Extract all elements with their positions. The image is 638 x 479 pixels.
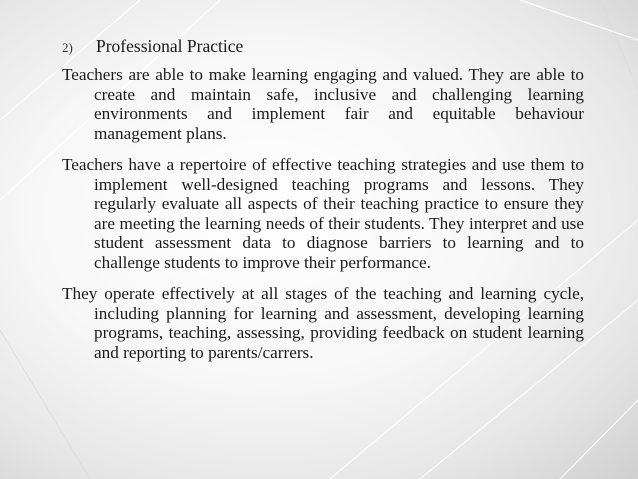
heading-title: Professional Practice — [96, 36, 244, 56]
paragraph-teaching-strategies: Teachers have a repertoire of effective teaching strategies and use them to implement well-designed teaching programs and lessons. They regularly evaluate all aspects of their teaching practice to ensure they are meeting the learning needs of their students. They interpret and use student assessment data to diagnose barriers to learning and to challenge students to improve their performance. — [62, 155, 584, 272]
paragraph-engaging-learning: Teachers are able to make learning engaging and valued. They are able to create and maintain safe, inclusive and challenging learning environments and implement fair and equitable behaviour management plans. — [62, 65, 584, 143]
section-heading — [62, 36, 584, 57]
heading-number: 2) — [62, 40, 73, 55]
slide-content — [62, 36, 584, 374]
paragraph-teaching-cycle: They operate effectively at all stages of the teaching and learning cycle, including planning for learning and assessment, developing learning programs, teaching, assessing, providing feedback on student learning and reporting to parents/carrers. — [62, 284, 584, 362]
